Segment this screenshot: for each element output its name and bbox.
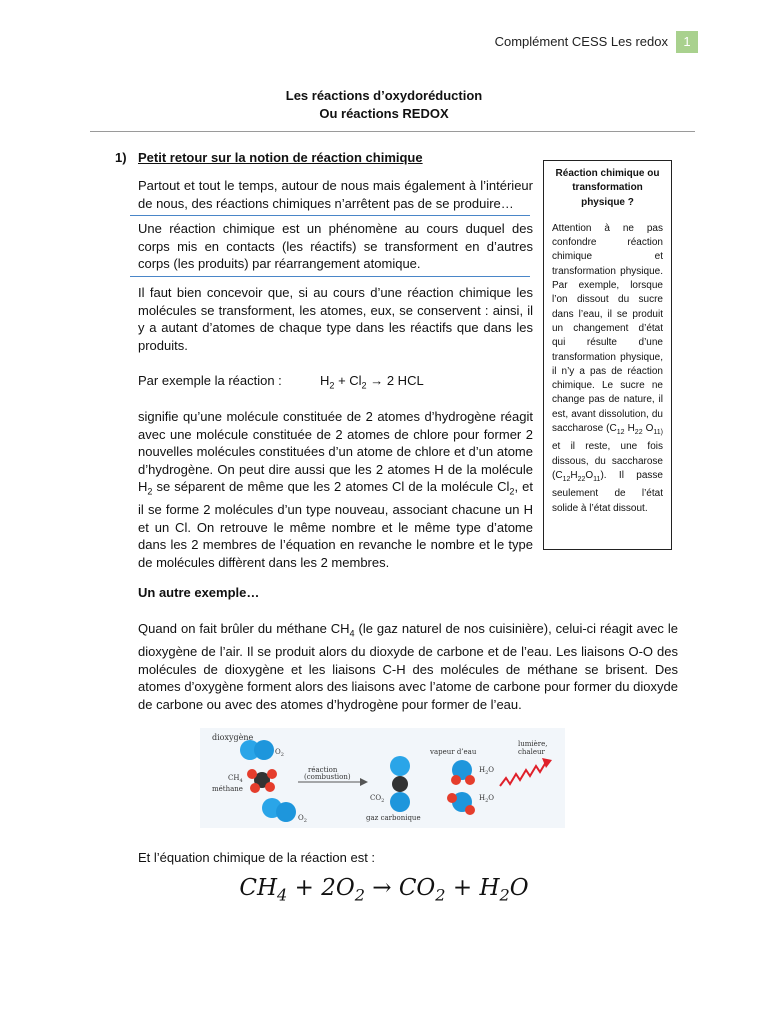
sidebar-note-title: Réaction chimique ou transformation physique ? <box>555 168 660 208</box>
label-methane: méthane <box>212 785 243 793</box>
svg-text:CO2: $CO_2$ <box>370 794 385 804</box>
section-title: Petit retour sur la notion de réaction chimique <box>138 150 423 165</box>
svg-text:lumière,: lumière, <box>518 740 548 748</box>
svg-text:H2O: $H_2O$ <box>479 794 495 804</box>
other-example-heading: Un autre exemple… <box>138 585 260 600</box>
label-dioxygene: dioxygène <box>212 733 254 742</box>
svg-text:O2: $O_2$ <box>275 748 284 758</box>
definition-paragraph: Une réaction chimique est un phénomène au cours duquel des corps mis en contacts (les réactifs) se transforment en d’autres corps (les produits) par réarrangement atomique. <box>138 221 533 271</box>
svg-text:vapeur d’eau: vapeur d’eau <box>430 748 477 756</box>
header-title: Complément CESS Les redox <box>494 34 668 49</box>
page-number-badge: 1 <box>676 31 698 53</box>
section-number: 1) <box>115 150 127 165</box>
definition-bottom-rule <box>130 276 530 277</box>
document-subtitle: Ou réactions REDOX <box>319 106 449 121</box>
sidebar-note-box <box>543 160 672 550</box>
svg-text:chaleur: chaleur <box>518 748 545 756</box>
conservation-paragraph: Il faut bien concevoir que, si au cours d’une réaction chimique les molécules se transforment, les atomes, eux, se conservent : ainsi, il y a autant d’atomes de chaque type dans les réactifs que dans les produits. <box>138 285 533 353</box>
equation-label: Et l’équation chimique de la réaction est : <box>138 850 376 865</box>
sidebar-note-body: Attention à ne pas confondre réaction chimique et transformation physique. Par exemple, lorsque l’on dissout du sucre dans l’eau, il se produit un changement d’état qui résulte d’une transformation physique, il n’y a pas de réaction chimique. Le sucre ne change pas de nature, il est, avant dissolution, du saccharose ($C_{12}$ $H_{22}$ $O_{11)}$ et il reste, une fois dissous, du saccharose $(C_{12}H_{22}O_{11})$. Il passe seulement de l’état solide à l’état dissout. <box>552 222 664 514</box>
svg-text:réaction: réaction <box>308 766 338 774</box>
definition-top-rule <box>130 215 530 216</box>
svg-text:gaz carbonique: gaz carbonique <box>366 814 421 822</box>
methane-paragraph: Quand on fait brûler du méthane $CH_4$ (le gaz naturel de nos cuisinière), celui-ci réagit avec le dioxygène de l’air. Il se produit alors du dioxyde de carbone et de l’eau. Les liaisons O-O des molécules de dioxygène et les liaisons C-H des molécules de méthane se brisent. Des atomes d’oxygène forment alors des liaisons avec l’atome de carbone pour former du dioxyde de carbone ou avec des atomes d’hydrogène pour former de l’eau. <box>138 621 678 712</box>
example-equation: $H_2 + Cl_2 \to 2$ HCL <box>320 373 424 391</box>
intro-paragraph: Partout et tout le temps, autour de nous mais également à l’intérieur de nous, des réactions chimiques n’arrêtent pas de se produire… <box>138 178 533 211</box>
svg-text:CH4: $CH_4$ <box>228 774 243 784</box>
document-title: Les réactions d’oxydoréduction <box>285 88 483 103</box>
svg-text:(combustion): (combustion) <box>304 773 351 781</box>
svg-text:H2O: $H_2O$ <box>479 766 495 776</box>
example-label: Par exemple la réaction : <box>138 373 282 388</box>
combustion-diagram <box>200 728 565 828</box>
explanation-paragraph: signifie qu’une molécule constituée de 2 atomes d’hydrogène réagit avec une molécule constituée de 2 atomes de chlore pour former 2 nouvelles molécules constituées d’un atome de chlore et d’un atome d’hydrogène. On peut dire aussi que les 2 atomes H de la molécule $H_2$ se séparent de même que les 2 atomes Cl de la molécule $Cl_2$, et il se forme 2 molécules d’un type nouveau, associant chacune un H et un Cl. On retrouve le même nombre et le même type d’atome dans les 2 membres de l’équation en revanche le nombre et le type de molécules diffèrent dans les 2 membres. <box>138 409 533 570</box>
title-divider <box>90 131 695 132</box>
svg-text:O2: $O_2$ <box>298 814 307 824</box>
combustion-equation: $CH_4 + 2O_2 \to CO_2 + H_2O$ <box>239 875 529 905</box>
